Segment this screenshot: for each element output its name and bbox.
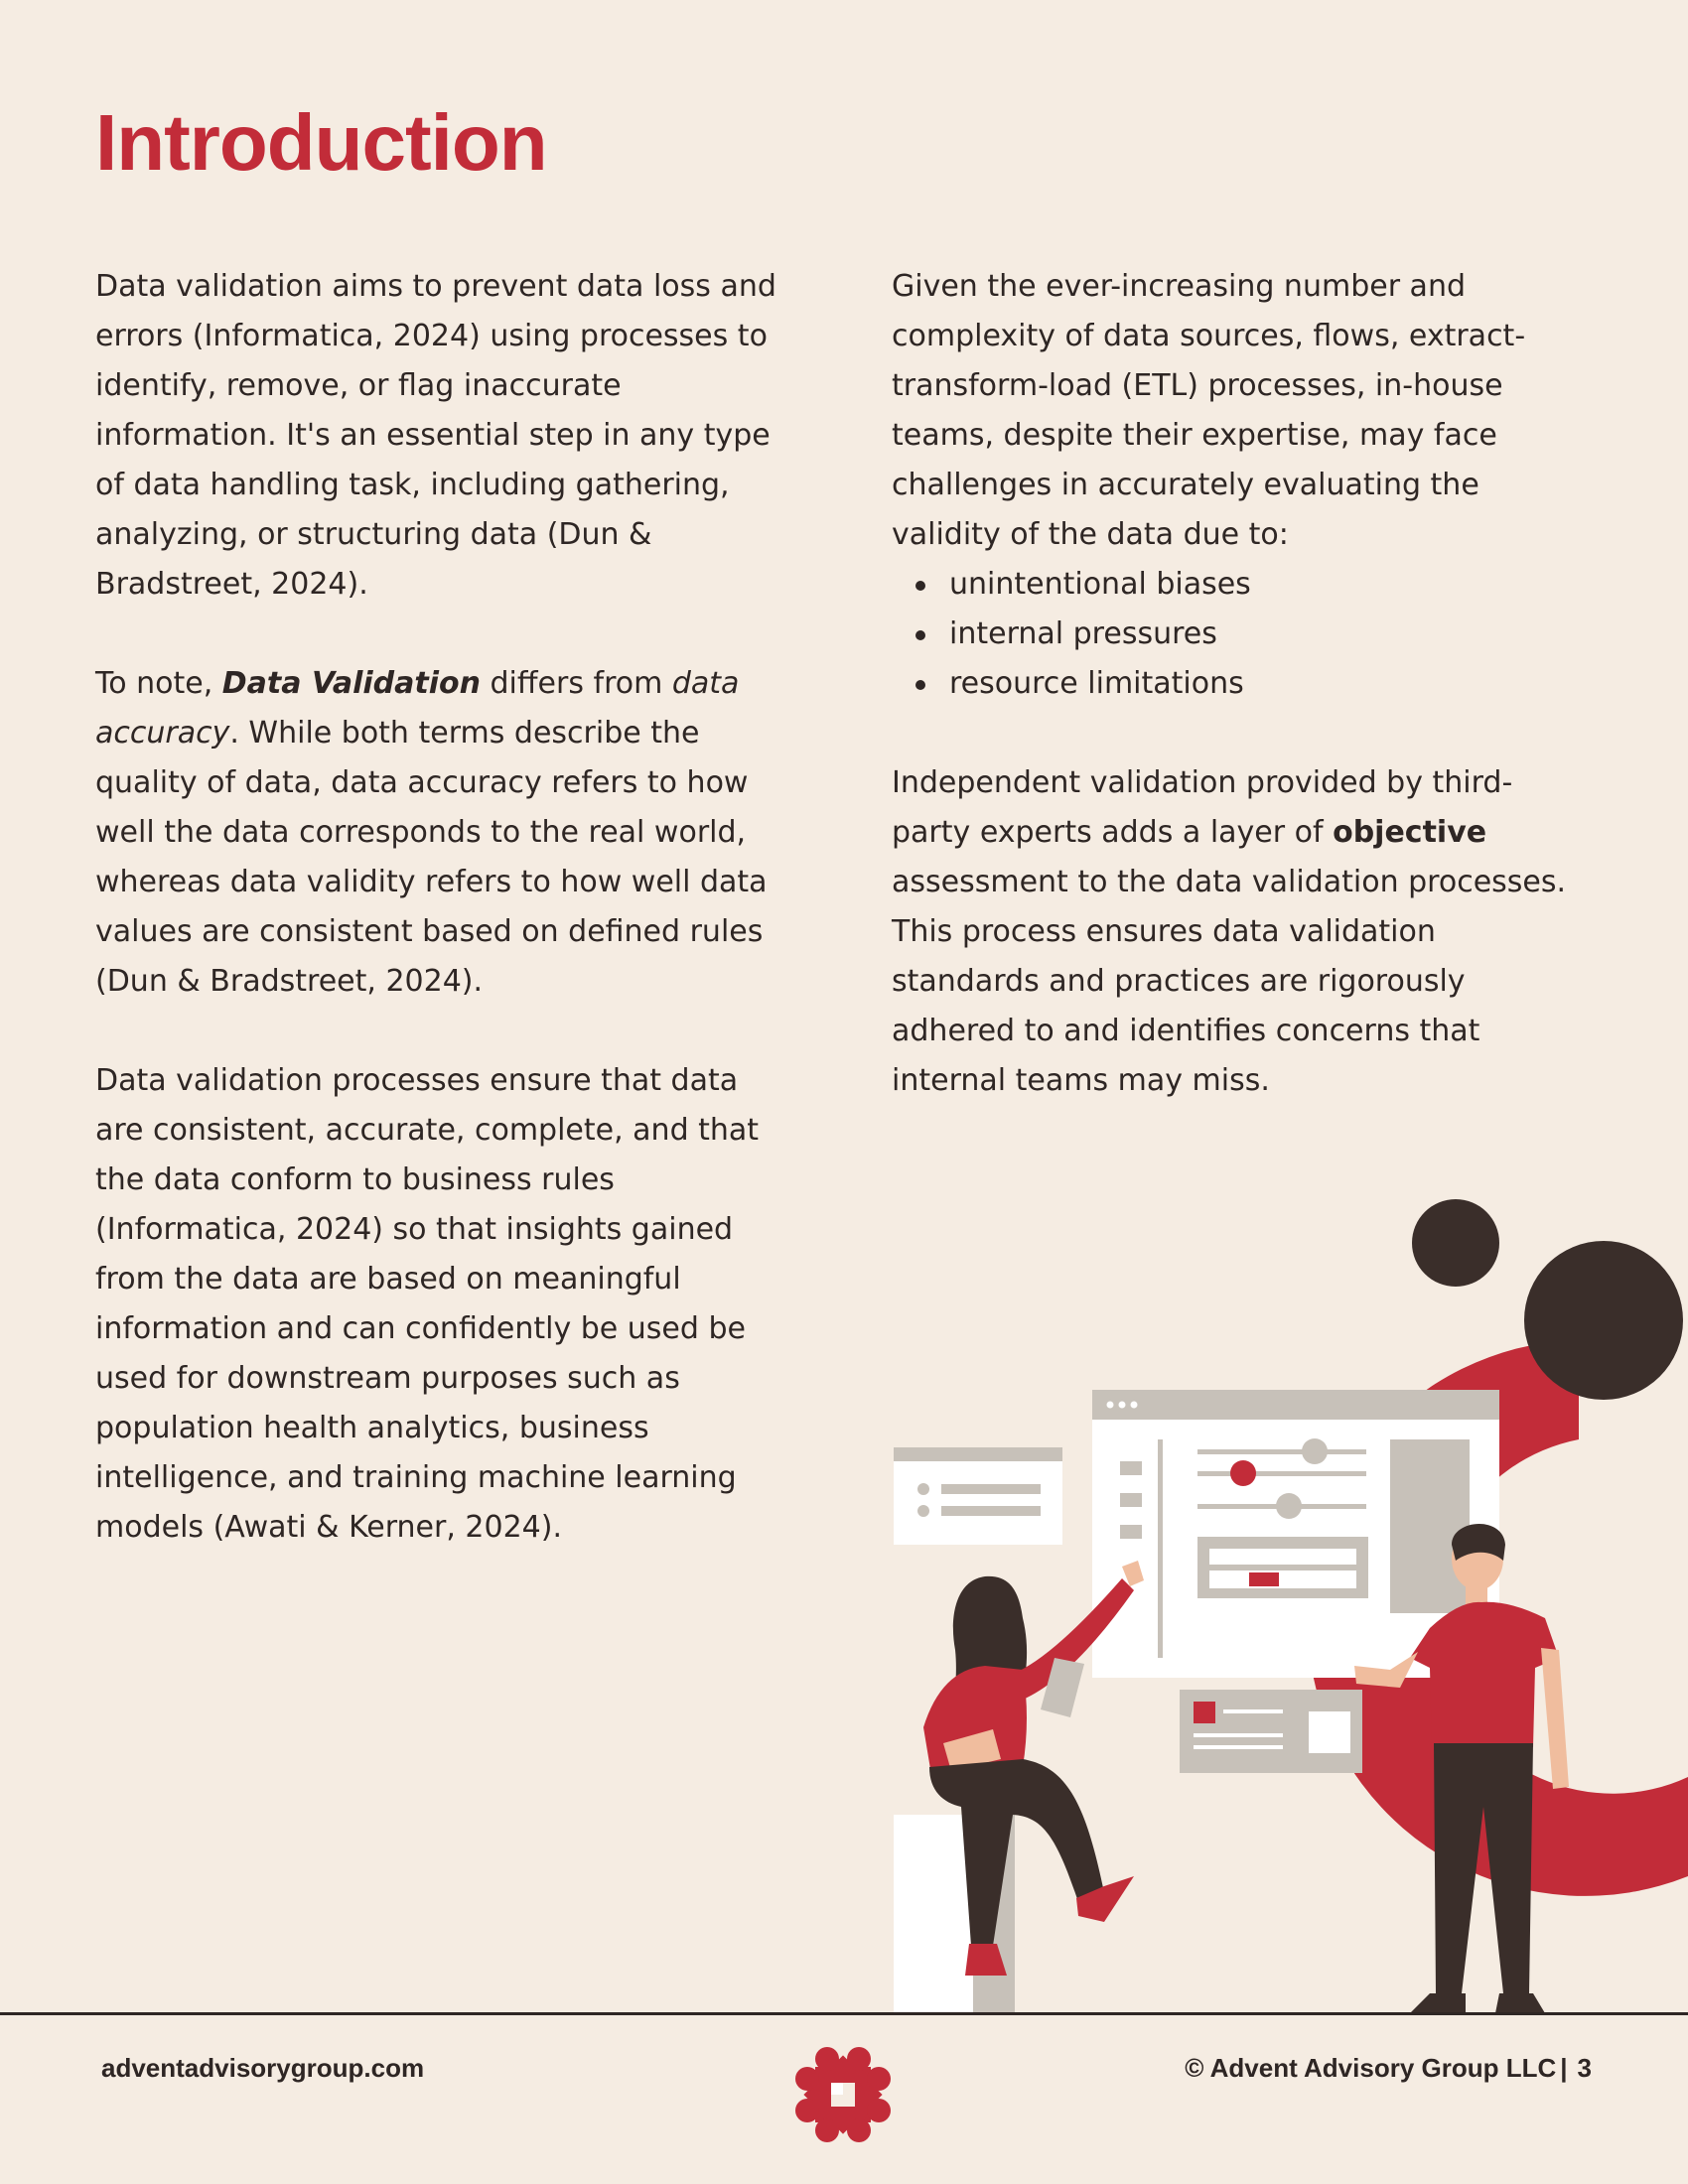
term-objective: objective	[1333, 815, 1487, 850]
lower-card	[1180, 1690, 1362, 1773]
advent-logo-icon	[793, 2045, 893, 2144]
bias-list	[892, 560, 1587, 709]
page-title: Introduction	[95, 98, 547, 187]
data-validation-illustration	[874, 1191, 1688, 2015]
left-paragraph-2	[95, 659, 790, 1007]
footer-copyright-block	[1185, 2053, 1592, 2084]
p2-rest: . While both terms describe the quality of data, data accuracy refers to how well the data corresponds to the real world, whereas data validity refers to how well data values are consistent based on defined rules (Dun & Bradstreet, 2024).	[95, 716, 768, 999]
footer-website: adventadvisorygroup.com	[101, 2053, 425, 2083]
p2-rest: assessment to the data validation processes. This process ensures data validation standards and practices are rigorously adhered to and identifies concerns that internal teams may miss.	[892, 865, 1567, 1098]
left-column	[95, 262, 790, 1553]
small-dark-circle	[1412, 1199, 1499, 1287]
p2-mid: differs from	[480, 666, 672, 701]
right-paragraph-1: Given the ever-increasing number and complexity of data sources, flows, extract-transform-load (ETL) processes, in-house teams, despite their expertise, may face challenges in accurately evaluating the validity of the data due to:	[892, 269, 1526, 552]
list-item: unintentional biases	[949, 560, 1587, 610]
page-number: 3	[1577, 2053, 1592, 2083]
list-item: resource limitations	[949, 659, 1587, 709]
left-paragraph-3: Data validation processes ensure that data are consistent, accurate, complete, and that the data conform to business rules (Informatica, 2024) so that insights gained from the data are based on meaningful information and can confidently be used be used for downstream purposes such as population health analytics, business intelligence, and training machine learning models (Awati & Kerner, 2024).	[95, 1063, 760, 1545]
footer-divider	[0, 2012, 1688, 2015]
left-paragraph-1: Data validation aims to prevent data loss and errors (Informatica, 2024) using processes to identify, remove, or flag inaccurate information. It's an essential step in any type of data handling task, including gathering, analyzing, or structuring data (Dun & Bradstreet, 2024).	[95, 269, 776, 602]
large-dark-circle	[1524, 1241, 1683, 1400]
right-paragraph-2	[892, 758, 1587, 1106]
footer-copyright: © Advent Advisory Group LLC	[1185, 2053, 1557, 2083]
p2-lead: Independent validation provided by third-party experts adds a layer of	[892, 765, 1513, 850]
footer-separator: |	[1560, 2053, 1568, 2083]
right-column	[892, 262, 1587, 1106]
list-item: internal pressures	[949, 610, 1587, 659]
p2-lead: To note,	[95, 666, 222, 701]
term-data-validation: Data Validation	[221, 666, 481, 701]
term-data-accuracy: data accuracy	[95, 666, 740, 751]
left-card	[894, 1447, 1062, 1545]
